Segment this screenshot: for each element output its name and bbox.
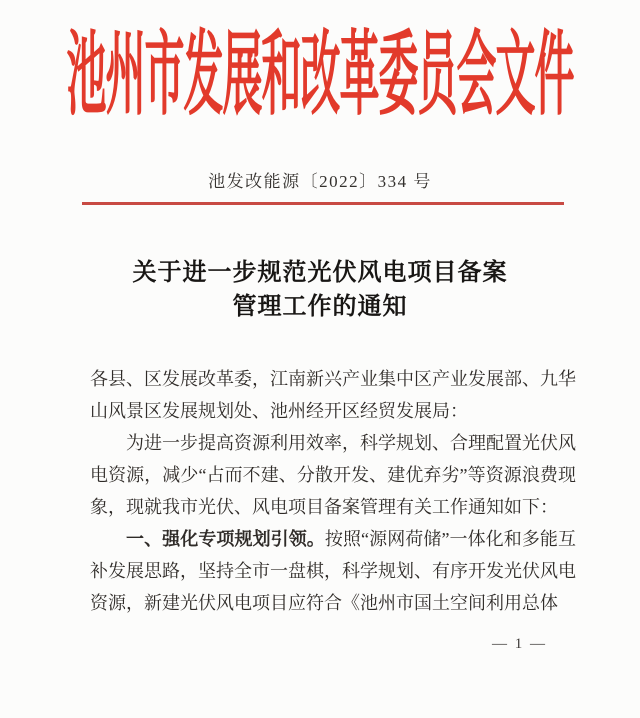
section-1-body: 按照“源网荷储”一体化和多能互补发展思路，坚持全市一盘棋，科学规划、有序开发光伏风电资源，新建光伏风电项目应符合《池州市国土空间利用总体 (90, 529, 576, 613)
document-body (90, 363, 576, 619)
agency-header-text: 池州市发展和改革委员会文件 (66, 23, 574, 127)
notice-title-line1: 关于进一步规范光伏风电项目备案 (132, 260, 508, 286)
page-number: — 1 — (492, 636, 547, 652)
notice-title-line2: 管理工作的通知 (232, 294, 408, 320)
section-1-paragraph (90, 523, 576, 619)
document-number: 池发改能源〔2022〕334 号 (208, 172, 432, 191)
agency-header (0, 23, 640, 127)
section-1-heading: 一、强化专项规划引领。 (126, 529, 325, 549)
red-divider-rule (82, 202, 564, 205)
salutation-paragraph: 各县、区发展改革委，江南新兴产业集中区产业发展部、九华山风景区发展规划处、池州经开区经贸发展局： (90, 369, 576, 421)
notice-title (0, 256, 640, 324)
intro-paragraph: 为进一步提高资源利用效率，科学规划、合理配置光伏风电资源，减少“占而不建、分散开发、建优弃劣”等资源浪费现象，现就我市光伏、风电项目备案管理有关工作通知如下： (90, 433, 576, 517)
